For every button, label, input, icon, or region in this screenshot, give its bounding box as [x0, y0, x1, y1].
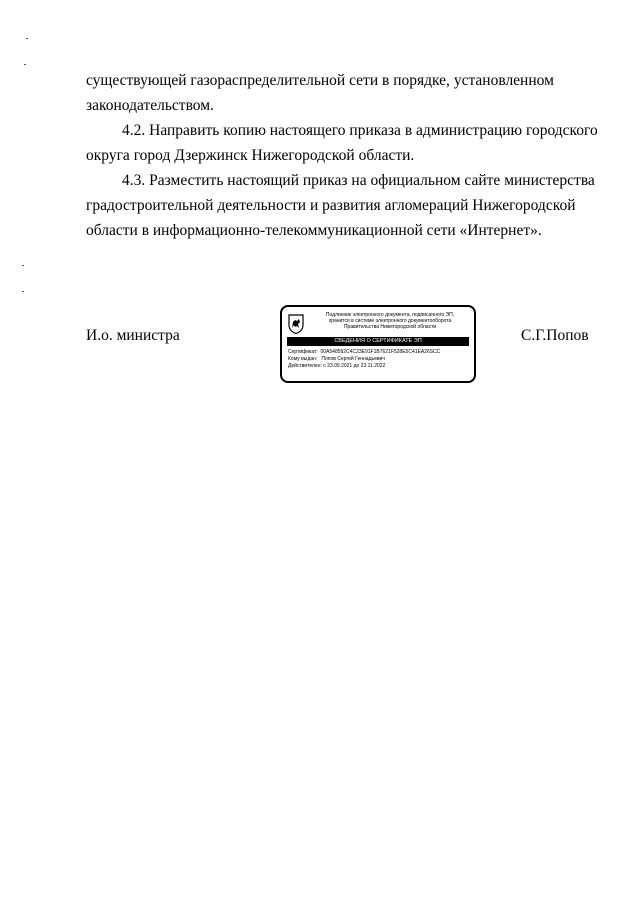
word: на	[351, 172, 367, 189]
paragraph-continuation	[86, 68, 588, 118]
word: приказ	[302, 172, 348, 189]
stamp-header	[308, 312, 472, 330]
stamp-certificate-info	[288, 349, 472, 370]
word: установленном	[453, 72, 554, 89]
signer-name: С.Г.Попов	[521, 327, 589, 344]
certificate-value: 00A548592C4C23E91F1B7621F528E5C41EA26SCC	[320, 349, 441, 355]
word: городского	[526, 122, 598, 139]
electronic-signature-stamp	[280, 305, 476, 383]
scan-speck	[22, 291, 24, 292]
scan-speck	[24, 64, 26, 65]
word: копию	[223, 122, 266, 139]
paragraph-4-2	[86, 118, 598, 168]
paragraph-line	[86, 193, 588, 218]
certificate-label: Сертификат:	[288, 349, 318, 355]
word: Направить	[149, 122, 220, 139]
word: существующей	[86, 72, 187, 89]
paragraph-line	[86, 118, 598, 143]
word: и	[309, 197, 319, 214]
word: агломераций	[384, 197, 469, 214]
paragraph-4-3	[86, 168, 595, 243]
word: градостроительной	[86, 197, 214, 214]
issued-to-value: Попов Сергей Геннадьевич	[321, 356, 385, 362]
stamp-title-bar: СВЕДЕНИЯ О СЕРТИФИКАТЕ ЭП	[287, 337, 469, 346]
word: сайте	[464, 172, 501, 189]
stamp-header-line: Подлинник электронного документа, подписанного ЭП,	[325, 312, 455, 318]
word: 4.2.	[122, 122, 146, 139]
word: 4.3.	[122, 172, 146, 189]
coat-of-arms-icon	[288, 314, 304, 334]
paragraph-line: законодательством.	[86, 97, 214, 114]
word: Нижегородской	[472, 197, 576, 214]
validity-value: с 23.09.2021 до 23.11.2022	[323, 363, 386, 369]
issued-to-label: Кому выдан:	[288, 356, 318, 362]
word: официальном	[370, 172, 461, 189]
signer-position: И.о. министра	[86, 327, 180, 344]
word: Разместить	[149, 172, 224, 189]
word: в	[382, 72, 390, 89]
paragraph-line	[86, 168, 595, 193]
scan-speck	[22, 265, 24, 266]
word: порядке,	[393, 72, 450, 89]
word: развития	[322, 197, 381, 214]
word: администрацию	[416, 122, 523, 139]
stamp-header-line: хранится в системе электронного документооборота	[328, 318, 452, 324]
validity-label: Действителен:	[288, 363, 322, 369]
word: приказа	[349, 122, 401, 139]
word: настоящий	[227, 172, 300, 189]
paragraph-line: области в информационно-телекоммуникационной сети «Интернет».	[86, 222, 542, 239]
paragraph-line	[86, 68, 588, 93]
word: настоящего	[269, 122, 346, 139]
stamp-header-line: Правительства Нижегородской области	[343, 324, 437, 330]
word: газораспределительной	[190, 72, 346, 89]
word: деятельности	[217, 197, 307, 214]
paragraph-line: округа город Дзержинск Нижегородской области.	[86, 147, 415, 164]
scan-speck	[26, 38, 28, 39]
word: сети	[349, 72, 379, 89]
word: министерства	[504, 172, 595, 189]
word: в	[404, 122, 413, 139]
